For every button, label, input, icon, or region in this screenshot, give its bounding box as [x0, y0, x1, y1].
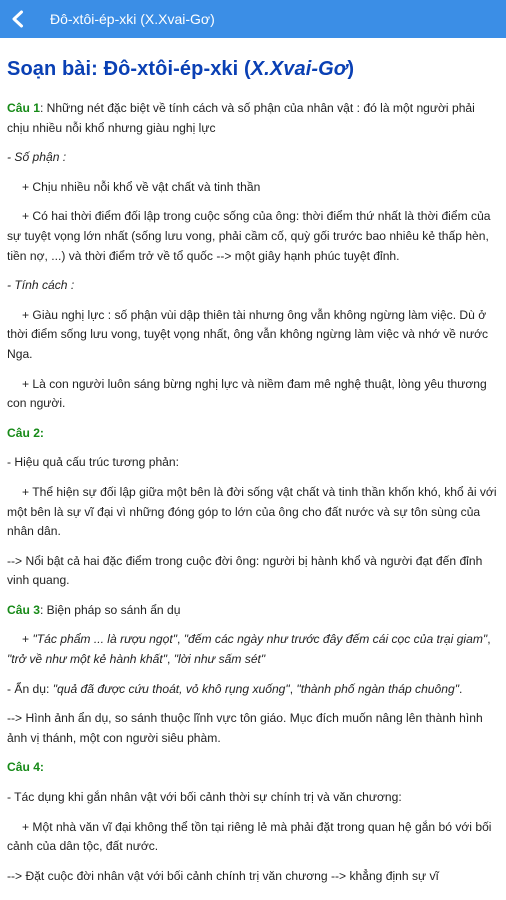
chevron-left-icon: [9, 10, 27, 28]
paragraph: - Tác dụng khi gắn nhân vật với bối cảnh thời sự chính trị và văn chương:: [7, 790, 402, 805]
paragraph: - Tính cách :: [7, 278, 75, 293]
back-button[interactable]: [0, 0, 36, 38]
paragraph-q1: [7, 99, 500, 138]
app-bar: [0, 0, 506, 38]
paragraph-text: : Biện pháp so sánh ẩn dụ: [39, 602, 181, 617]
title-main: Soạn bài: Đô-xtôi-ép-xki (: [7, 58, 251, 80]
paragraph: + Là con người luôn sáng bừng nghị lực và niềm đam mê nghệ thuật, lòng yêu thương con người.: [7, 376, 487, 411]
paragraph: --> Hình ảnh ẩn dụ, so sánh thuộc lĩnh vực tôn giáo. Mục đích muốn nâng lên thành hình ảnh vị thánh, một con người siêu phàm.: [7, 711, 483, 745]
paragraph: --> Nổi bật cả hai đặc điểm trong cuộc đời ông: người bị hành khổ và người đạt đến đỉnh vinh quang.: [7, 553, 483, 588]
paragraph: --> Đặt cuộc đời nhân vật với bối cảnh chính trị văn chương --> khẳng định sự vĩ: [7, 868, 439, 883]
title-italic: X.Xvai-Gơ: [250, 58, 348, 80]
bullet-plus: +: [22, 632, 33, 647]
paragraph-text: - Ẩn dụ:: [7, 681, 53, 696]
paragraph: - Số phận :: [7, 150, 67, 165]
article-body: [7, 99, 500, 886]
question-label: Câu 1: [7, 101, 40, 115]
quote: "quả đã được cứu thoát, vỏ khô rụng xuống": [52, 681, 290, 696]
paragraph: + Có hai thời điểm đối lập trong cuộc sống của ông: thời điểm thứ nhất là thời điểm của sự tuyệt vọng lớn nhất (sống lưu vong, phải cầm cố, quỳ gối trước bao nhiêu kẻ thấp hèn, tiền nợ, ...) và thời điểm trở về tổ quốc --> một giây hạnh phúc tuyệt đỉnh.: [7, 209, 491, 263]
quote: "lời như sấm sét": [173, 652, 266, 667]
paragraph: + Chịu nhiều nỗi khổ về vật chất và tinh thần: [22, 179, 261, 194]
quote: "đếm các ngày như trước đây đếm cái cọc của trại giam": [183, 632, 488, 647]
quote: "thành phố ngàn tháp chuông": [296, 681, 460, 696]
paragraph: + Thể hiện sự đối lập giữa một bên là đời sống vật chất và tinh thần khốn khó, khổ ải với một bên là sự vĩ đại vì những đóng góp to lớn của ông cho đất nước và sự tôn sùng của nhân dân.: [7, 484, 497, 539]
paragraph: + Giàu nghị lực : số phận vùi dập thiên tài nhưng ông vẫn không ngừng làm việc. Dù ở thời điểm sống lưu vong, tuyệt vọng nhất, ông vẫn không ngừng làm việc và nhớ về nước Nga.: [7, 307, 489, 361]
question-label: Câu 2:: [7, 425, 44, 440]
article: [0, 38, 506, 900]
paragraph-comparisons: + "Tác phẩm ... là rượu ngọt", "đếm các ngày như trước đây đếm cái cọc của trại giam", "trở về như một kẻ hành khất", "lời như sấm sét": [7, 632, 491, 667]
question-label: Câu 3: [7, 602, 40, 617]
paragraph-metaphor: - Ẩn dụ: "quả đã được cứu thoát, vỏ khô rụng xuống", "thành phố ngàn tháp chuông".: [7, 681, 463, 696]
app-bar-title: Đô-xtôi-ép-xki (X.Xvai-Gơ): [50, 11, 215, 27]
title-end: ): [347, 58, 355, 80]
page-title: [7, 58, 506, 81]
paragraph-q3: [7, 601, 500, 621]
paragraph-text: : Những nét đặc biệt về tính cách và số phận của nhân vật : đó là một người phải chịu nhiều nỗi khổ nhưng giàu nghị lực: [7, 101, 475, 135]
paragraph: - Hiệu quả cấu trúc tương phản:: [7, 455, 179, 470]
quote: "Tác phẩm ... là rượu ngọt": [32, 632, 177, 647]
quote: "trở về như một kẻ hành khất": [7, 652, 168, 667]
question-label: Câu 4:: [7, 760, 44, 775]
paragraph: + Một nhà văn vĩ đại không thể tồn tại riêng lẻ mà phải đặt trong quan hệ gắn bó với bối cảnh của dân tộc, đất nước.: [7, 819, 492, 854]
